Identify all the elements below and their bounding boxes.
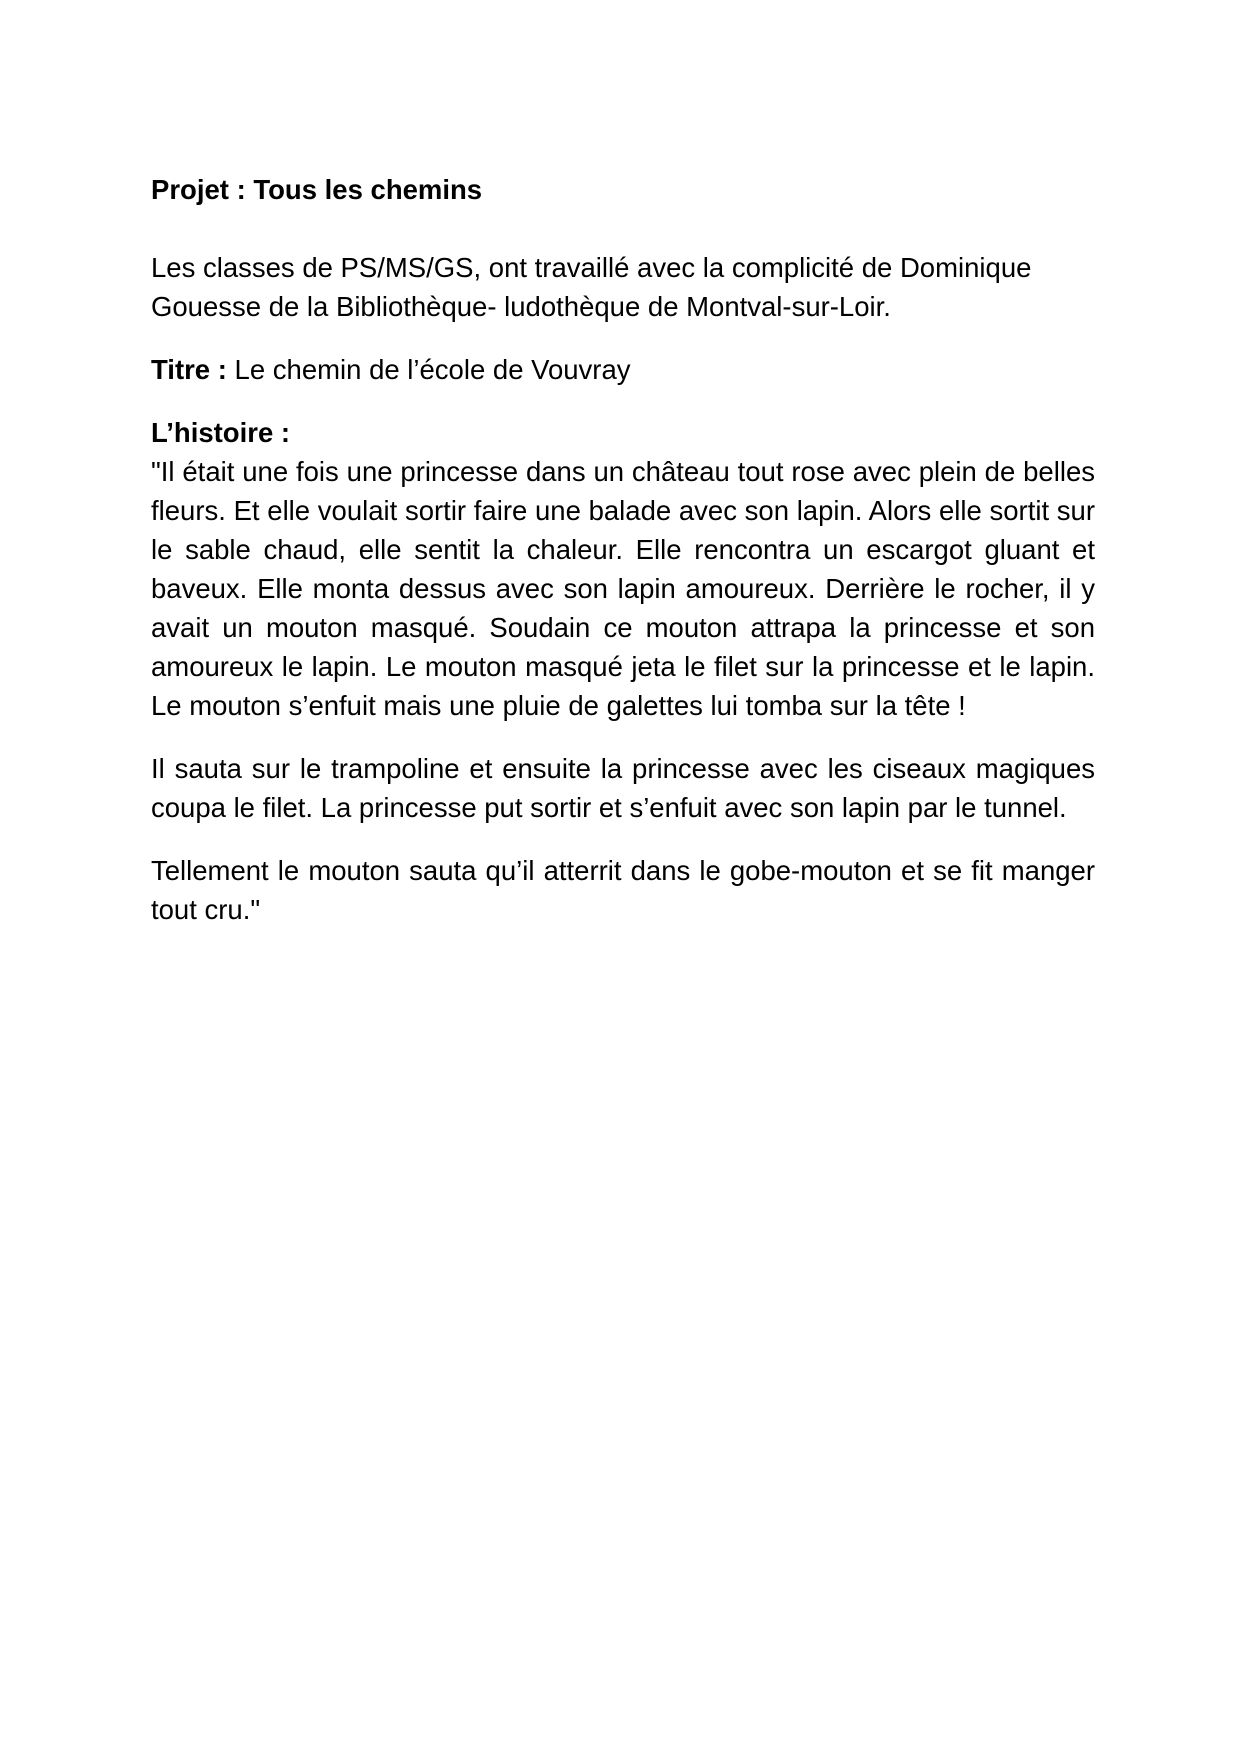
- story-text-1: "Il était une fois une princesse dans un château tout rose avec plein de belles fleurs. Et elle voulait sortir faire une balade avec son lapin. Alors elle sortit sur le sable chaud, elle sentit la chaleur. Elle rencontra un escargot gluant et baveux. Elle monta dessus avec son lapin amoureux. Derrière le rocher, il y avait un mouton masqué. Soudain ce mouton attrapa la princesse et son amoureux le lapin. Le mouton masqué jeta le filet sur la princesse et le lapin. Le mouton s’enfuit mais une pluie de galettes lui tomba sur la tête !: [151, 456, 1095, 721]
- story-paragraph-2: Il sauta sur le trampoline et ensuite la princesse avec les ciseaux magiques coupa le filet. La princesse put sortir et s’enfuit avec son lapin par le tunnel.: [151, 753, 1095, 823]
- story-heading: L’histoire :: [151, 417, 291, 448]
- intro-paragraph: Les classes de PS/MS/GS, ont travaillé avec la complicité de Dominique Gouesse de la Bibliothèque- ludothèque de Montval-sur-Loir.: [151, 252, 1032, 322]
- title-value: Le chemin de l’école de Vouvray: [234, 354, 631, 385]
- title-label: Titre :: [151, 354, 227, 385]
- project-title: Projet : Tous les chemins: [151, 174, 483, 205]
- story-paragraph-3: Tellement le mouton sauta qu’il atterrit dans le gobe-mouton et se fit manger tout cru.": [151, 855, 1095, 925]
- story-paragraph-1: [151, 413, 1095, 725]
- document-page: [151, 170, 1095, 953]
- title-line: [151, 350, 1095, 389]
